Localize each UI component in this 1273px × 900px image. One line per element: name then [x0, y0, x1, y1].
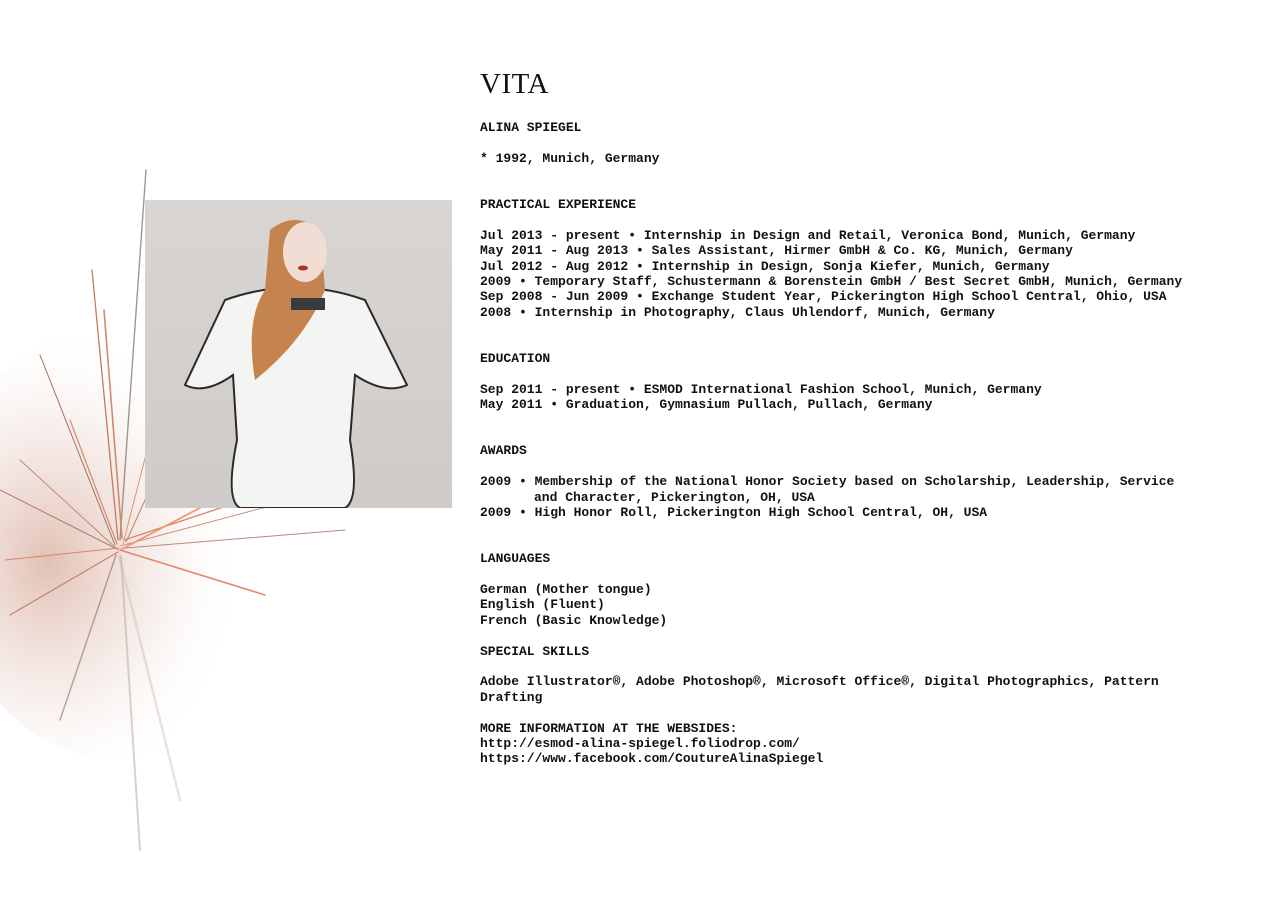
experience-item: Jul 2012 - Aug 2012 • Internship in Design, Sonja Kiefer, Munich, Germany — [480, 258, 1050, 274]
experience-item: May 2011 - Aug 2013 • Sales Assistant, Hirmer GmbH & Co. KG, Munich, Germany — [480, 243, 1073, 259]
language-item: French (Basic Knowledge) — [480, 612, 668, 628]
more-info-heading: MORE INFORMATION AT THE WEBSIDES: — [480, 720, 738, 736]
skills-text: Adobe Illustrator®, Adobe Photoshop®, Microsoft Office®, Digital Photographics, Pattern Drafting — [480, 674, 1159, 705]
award-item: 2009 • High Honor Roll, Pickerington High School Central, OH, USA — [480, 505, 988, 521]
facebook-link[interactable]: https://www.facebook.com/CoutureAlinaSpiegel — [480, 751, 824, 767]
page-title: VITA — [480, 68, 549, 100]
website-link[interactable]: http://esmod-alina-spiegel.foliodrop.com/ — [480, 736, 800, 752]
section-heading-education: EDUCATION — [480, 351, 551, 367]
experience-item: Jul 2013 - present • Internship in Design and Retail, Veronica Bond, Munich, Germany — [480, 227, 1136, 243]
portrait-photo — [145, 200, 452, 508]
section-heading-awards: AWARDS — [480, 443, 527, 459]
experience-item: 2008 • Internship in Photography, Claus Uhlendorf, Munich, Germany — [480, 304, 995, 320]
education-item: Sep 2011 - present • ESMOD International Fashion School, Munich, Germany — [480, 381, 1042, 397]
birth-info: * 1992, Munich, Germany — [480, 150, 660, 166]
section-heading-experience: PRACTICAL EXPERIENCE — [480, 197, 637, 212]
language-item: German (Mother tongue) — [480, 582, 652, 598]
section-heading-languages: LANGUAGES — [480, 551, 551, 567]
portrait-illustration — [145, 200, 452, 508]
person-name: ALINA SPIEGEL — [480, 120, 582, 135]
language-item: English (Fluent) — [480, 597, 605, 613]
award-item-line2: and Character, Pickerington, OH, USA — [534, 489, 815, 505]
vita-content — [480, 66, 1240, 767]
award-item-line1: 2009 • Membership of the National Honor Society based on Scholarship, Leadership, Service — [480, 474, 1175, 490]
experience-item: 2009 • Temporary Staff, Schustermann & Borenstein GmbH / Best Secret GmbH, Munich, Germany — [480, 274, 1183, 290]
education-item: May 2011 • Graduation, Gymnasium Pullach, Pullach, Germany — [480, 397, 933, 413]
section-heading-skills: SPECIAL SKILLS — [480, 643, 590, 659]
experience-item: Sep 2008 - Jun 2009 • Exchange Student Year, Pickerington High School Central, Ohio, USA — [480, 289, 1167, 305]
